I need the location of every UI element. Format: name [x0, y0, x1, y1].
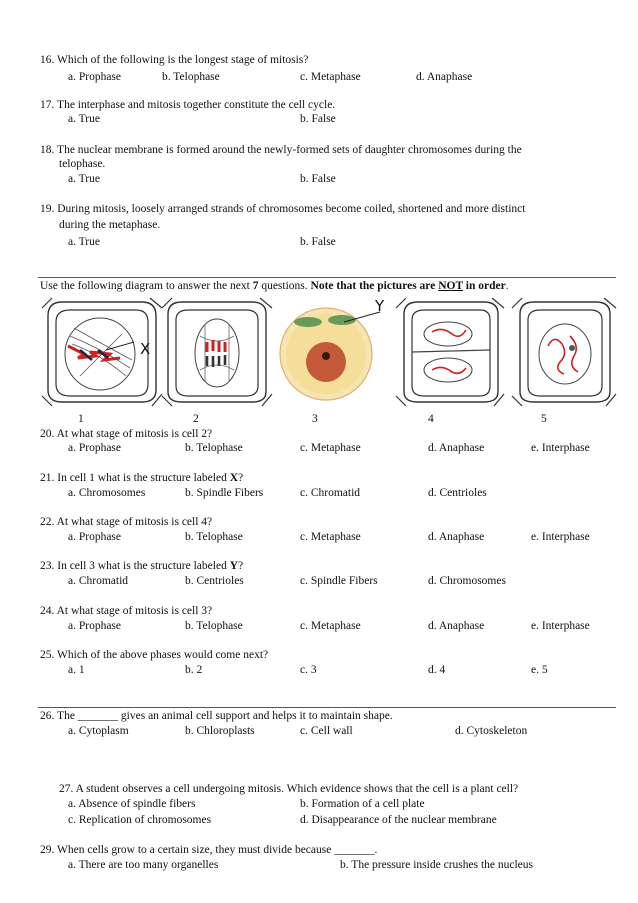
- q22-option-a: a. Prophase: [68, 531, 122, 543]
- q21-stem: 21. In cell 1 what is the structure labeled X?: [40, 472, 244, 484]
- q20-option-d: d. Anaphase: [428, 442, 485, 454]
- q27-option-b: b. Formation of a cell plate: [300, 798, 425, 810]
- q19-stem-line2: during the metaphase.: [59, 219, 161, 231]
- q20-option-a: a. Prophase: [68, 442, 122, 454]
- q25-option-d: d. 4: [428, 664, 446, 676]
- q24-option-d: d. Anaphase: [428, 620, 485, 632]
- q24-option-c: c. Metaphase: [300, 620, 361, 632]
- q18-stem-line2: telophase.: [59, 158, 106, 170]
- cell-3-drawing: [280, 308, 380, 400]
- q27-option-a: a. Absence of spindle fibers: [68, 798, 196, 810]
- cell-number-3: 3: [312, 413, 318, 425]
- label-y: Y: [375, 297, 385, 315]
- q24-option-a: a. Prophase: [68, 620, 122, 632]
- q18-stem-line1: 18. The nuclear membrane is formed around the newly-formed sets of daughter chromosomes during the: [40, 144, 522, 156]
- cell-number-4: 4: [428, 413, 434, 425]
- q27-option-d: d. Disappearance of the nuclear membrane: [300, 814, 497, 826]
- q16-option-d: d. Anaphase: [416, 71, 473, 83]
- q21-option-b: b. Spindle Fibers: [185, 487, 264, 499]
- cell-4-drawing: [396, 298, 504, 406]
- q19-option-b: b. False: [300, 236, 336, 248]
- q16-option-a: a. Prophase: [68, 71, 122, 83]
- q25-option-c: c. 3: [300, 664, 317, 676]
- q26-option-d: d. Cytoskeleton: [455, 725, 528, 737]
- q20-option-b: b. Telophase: [185, 442, 243, 454]
- divider-2: [38, 707, 616, 708]
- q26-option-c: c. Cell wall: [300, 725, 353, 737]
- q21-option-c: c. Chromatid: [300, 487, 361, 499]
- q21-option-a: a. Chromosomes: [68, 487, 146, 499]
- cell-5-drawing: [512, 298, 616, 406]
- q22-option-c: c. Metaphase: [300, 531, 361, 543]
- q16-option-c: c. Metaphase: [300, 71, 361, 83]
- q24-stem: 24. At what stage of mitosis is cell 3?: [40, 605, 213, 617]
- q23-option-d: d. Chromosomes: [428, 575, 506, 587]
- q18-option-a: a. True: [68, 173, 100, 185]
- q23-option-a: a. Chromatid: [68, 575, 129, 587]
- cell-number-1: 1: [78, 413, 84, 425]
- q24-option-e: e. Interphase: [531, 620, 590, 632]
- q29-option-b: b. The pressure inside crushes the nucleus: [340, 859, 534, 871]
- label-x: X: [140, 340, 151, 358]
- q27-option-c: c. Replication of chromosomes: [68, 814, 212, 826]
- cell-2-drawing: [162, 298, 272, 406]
- q21-option-d: d. Centrioles: [428, 487, 487, 499]
- cell-number-2: 2: [193, 413, 199, 425]
- cell-number-5: 5: [541, 413, 547, 425]
- q26-option-a: a. Cytoplasm: [68, 725, 129, 737]
- q22-option-e: e. Interphase: [531, 531, 590, 543]
- q22-stem: 22. At what stage of mitosis is cell 4?: [40, 516, 213, 528]
- q29-option-a: a. There are too many organelles: [68, 859, 219, 871]
- q18-option-b: b. False: [300, 173, 336, 185]
- q23-option-c: c. Spindle Fibers: [300, 575, 378, 587]
- q26-option-b: b. Chloroplasts: [185, 725, 255, 737]
- q19-stem-line1: 19. During mitosis, loosely arranged strands of chromosomes become coiled, shortened and more distinct: [40, 203, 526, 215]
- q17-stem: 17. The interphase and mitosis together constitute the cell cycle.: [40, 99, 336, 111]
- q16-option-b: b. Telophase: [162, 71, 220, 83]
- q23-stem: 23. In cell 3 what is the structure labeled Y?: [40, 560, 244, 572]
- mitosis-diagram: [40, 296, 620, 408]
- q25-option-b: b. 2: [185, 664, 203, 676]
- q19-option-a: a. True: [68, 236, 100, 248]
- q20-stem: 20. At what stage of mitosis is cell 2?: [40, 428, 213, 440]
- q22-option-d: d. Anaphase: [428, 531, 485, 543]
- q23-option-b: b. Centrioles: [185, 575, 244, 587]
- q17-option-a: a. True: [68, 113, 100, 125]
- diagram-instructions: Use the following diagram to answer the next 7 questions. Note that the pictures are NOT in order.: [40, 280, 509, 292]
- q24-option-b: b. Telophase: [185, 620, 243, 632]
- q16-stem: 16. Which of the following is the longest stage of mitosis?: [40, 54, 309, 66]
- q29-stem: 29. When cells grow to a certain size, they must divide because _______.: [40, 844, 378, 856]
- q22-option-b: b. Telophase: [185, 531, 243, 543]
- q25-option-a: a. 1: [68, 664, 85, 676]
- q27-stem: 27. A student observes a cell undergoing mitosis. Which evidence shows that the cell is a plant cell?: [59, 783, 519, 795]
- q26-stem: 26. The _______ gives an animal cell support and helps it to maintain shape.: [40, 710, 393, 722]
- q17-option-b: b. False: [300, 113, 336, 125]
- q20-option-e: e. Interphase: [531, 442, 590, 454]
- q20-option-c: c. Metaphase: [300, 442, 361, 454]
- q25-stem: 25. Which of the above phases would come next?: [40, 649, 269, 661]
- divider-1: [38, 277, 616, 278]
- q25-option-e: e. 5: [531, 664, 548, 676]
